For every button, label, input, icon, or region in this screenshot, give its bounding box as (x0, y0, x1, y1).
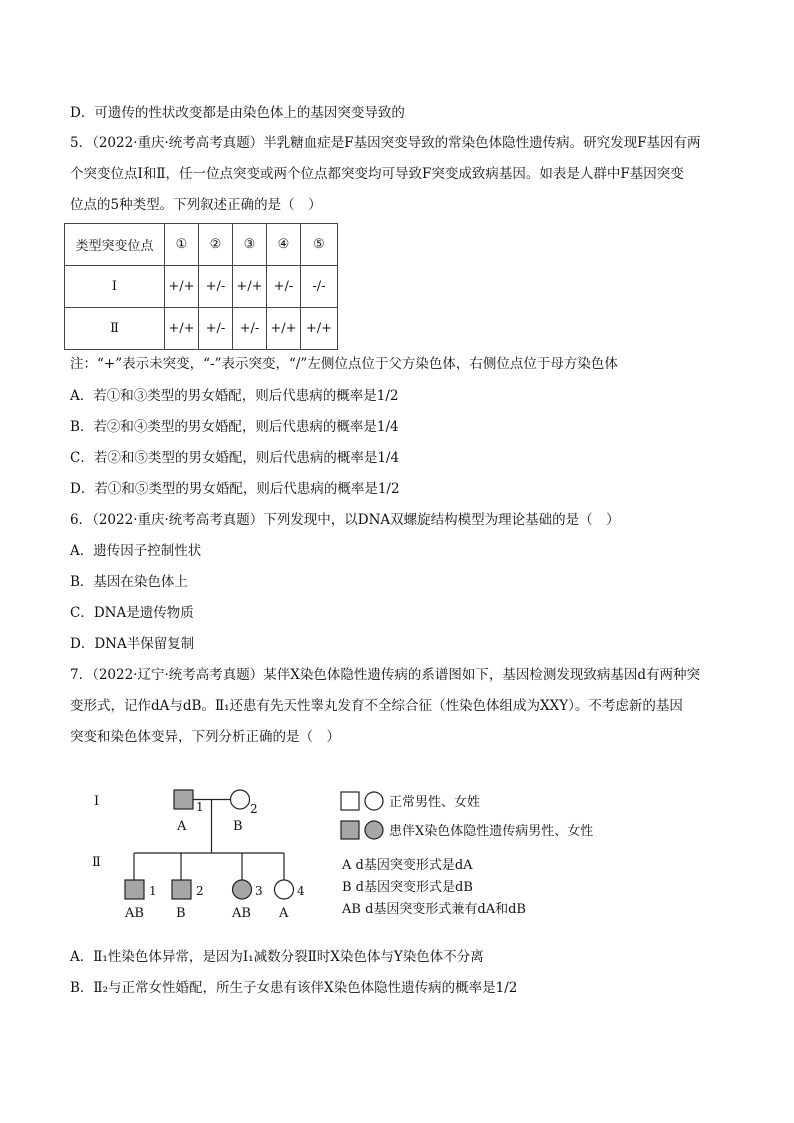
legend-normal-male-symbol (341, 792, 359, 810)
q5-option-a: A．若①和③类型的男女婚配，则后代患病的概率是1/2 (70, 388, 399, 404)
table-header-cell: ⑤ (301, 224, 338, 266)
q5-option-d: D．若①和⑤类型的男女婚配，则后代患病的概率是1/2 (70, 481, 400, 497)
q7-stem-line1: 7．（2022·辽宁·统考高考真题）某伴X染色体隐性遗传病的系谱图如下，基因检测发现致病基因d有两种突 (70, 667, 701, 683)
table-cell: +/- (233, 308, 267, 350)
genotype-label: AB (232, 906, 251, 921)
table-header-cell: ① (165, 224, 199, 266)
genotype-label: A (279, 906, 289, 921)
genotype-label: B (176, 906, 186, 921)
table-cell: +/+ (267, 308, 301, 350)
affected-male-i1-symbol (174, 790, 193, 809)
table-cell: -/- (301, 266, 338, 308)
legend-normal-label: 正常男性、女姓 (389, 795, 481, 810)
individual-number: 3 (255, 884, 263, 898)
generation-label-i: Ⅰ (94, 794, 100, 809)
table-header-cell: ② (199, 224, 233, 266)
individual-number: 2 (196, 884, 204, 898)
individual-number: 1 (149, 884, 157, 898)
table-header-cell: ④ (267, 224, 301, 266)
table-cell: +/- (267, 266, 301, 308)
table-cell: +/- (199, 266, 233, 308)
q5-stem-line2: 个突变位点Ⅰ和Ⅱ，任一位点突变或两个位点都突变均可导致F突变成致病基因。如表是人群中F基因突变 (70, 166, 684, 182)
q6-stem: 6．（2022·重庆·统考高考真题）下列发现中，以DNA双螺旋结构模型为理论基础的是（ ） (70, 512, 620, 528)
q7-stem-line2: 变形式，记作dA与dB。Ⅱ₁还患有先天性睾丸发育不全综合征（性染色体组成为XXY）。不考虑新的基因 (70, 698, 683, 714)
table-cell: Ⅱ (65, 308, 165, 350)
table-cell: Ⅰ (65, 266, 165, 308)
legend-genotype-a: A d基因突变形式是dA (342, 858, 473, 873)
genotype-label: B (233, 819, 243, 834)
table-header-cell: 类型突变位点 (65, 224, 165, 266)
table-cell: +/+ (301, 308, 338, 350)
q7-option-a: A．Ⅱ₁性染色体异常，是因为Ⅰ₁减数分裂Ⅱ时X染色体与Y染色体不分离 (70, 949, 484, 965)
q6-option-b: B．基因在染色体上 (70, 574, 188, 590)
q6-option-c: C．DNA是遗传物质 (70, 605, 194, 621)
table-cell: +/+ (233, 266, 267, 308)
normal-female-ii4-symbol (275, 880, 294, 899)
affected-female-ii3-symbol (233, 880, 252, 899)
legend-affected-female-symbol (365, 821, 383, 839)
individual-number: 2 (250, 802, 258, 816)
genotype-label: AB (125, 906, 144, 921)
q5-option-c: C．若②和⑤类型的男女婚配，则后代患病的概率是1/4 (70, 450, 400, 466)
legend-affected-male-symbol (341, 821, 359, 839)
q4-option-d: D．可遗传的性状改变都是由染色体上的基因突变导致的 (70, 105, 405, 121)
individual-number: 4 (297, 884, 305, 898)
legend-genotype-b: B d基因突变形式是dB (342, 880, 473, 895)
legend-affected-label: 患伴X染色体隐性遗传病男性、女性 (389, 824, 594, 839)
individual-number: 1 (196, 800, 204, 814)
q6-option-a: A．遗传因子控制性状 (70, 543, 202, 559)
normal-female-i2-symbol (231, 790, 250, 809)
legend-genotype-ab: AB d基因突变形式兼有dA和dB (342, 902, 526, 917)
affected-male-ii1-symbol (125, 880, 144, 899)
q5-stem-line3: 位点的5种类型。下列叙述正确的是（ ） (70, 197, 322, 213)
q5-table-note: 注：“+”表示未突变，“-”表示突变，“/”左侧位点位于父方染色体，右侧位点位于母方染色体 (70, 356, 618, 372)
q7-stem-line3: 突变和染色体变异，下列分析正确的是（ ） (70, 729, 340, 745)
table-header-cell: ③ (233, 224, 267, 266)
q5-option-b: B．若②和④类型的男女婚配，则后代患病的概率是1/4 (70, 419, 399, 435)
genotype-label: A (177, 819, 187, 834)
legend-normal-female-symbol (365, 792, 383, 810)
table-cell: +/+ (165, 308, 199, 350)
generation-label-ii: Ⅱ (92, 855, 101, 870)
affected-male-ii2-symbol (172, 880, 191, 899)
table-cell: +/+ (165, 266, 199, 308)
q5-stem-line1: 5．（2022·重庆·统考高考真题）半乳糖血症是F基因突变导致的常染色体隐性遗传病。研究发现F基因有两 (70, 135, 701, 151)
q6-option-d: D．DNA半保留复制 (70, 636, 195, 652)
table-cell: +/- (199, 308, 233, 350)
q7-option-b: B．Ⅱ₂与正常女性婚配，所生子女患有该伴X染色体隐性遗传病的概率是1/2 (70, 980, 518, 996)
